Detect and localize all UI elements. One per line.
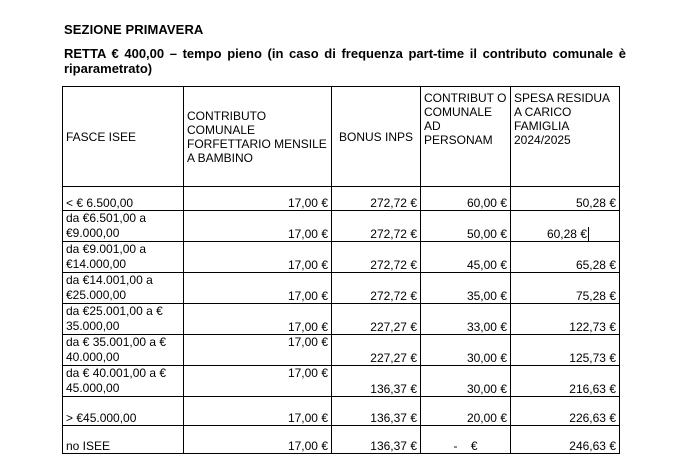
fascia-cell: da €25.001,00 a € 35.000,00: [63, 304, 184, 335]
bonus-cell: 272,72 €: [332, 187, 421, 211]
fascia-cell: da € 35.001,00 a € 40.000,00: [63, 335, 184, 366]
bonus-cell: 272,72 €: [332, 211, 421, 242]
personam-cell: 20,00 €: [421, 397, 511, 426]
bonus-cell: 227,27 €: [332, 335, 421, 366]
spesa-cell: 75,28 €: [511, 273, 620, 304]
header-bonus-inps: BONUS INPS: [332, 87, 421, 187]
fascia-cell: < € 6.500,00: [63, 187, 184, 211]
personam-cell: - €: [421, 426, 511, 454]
bonus-cell: 136,37 €: [332, 426, 421, 454]
forfettario-cell: 17,00 €: [184, 397, 332, 426]
personam-cell: 60,00 €: [421, 187, 511, 211]
header-spesa-residua: SPESA RESIDUA A CARICO FAMIGLIA 2024/2025: [511, 87, 620, 187]
table-row: [63, 242, 620, 273]
spesa-cell: 246,63 €: [511, 426, 620, 454]
section-title: SEZIONE PRIMAVERA: [64, 22, 204, 37]
forfettario-cell: 17,00 €: [184, 366, 332, 397]
table-row: [63, 304, 620, 335]
isee-fee-table: [62, 86, 620, 454]
spesa-cell[interactable]: [511, 211, 620, 242]
header-fasce-isee: FASCE ISEE: [63, 87, 184, 187]
table-row: [63, 335, 620, 366]
table-row: [63, 187, 620, 211]
personam-cell: 30,00 €: [421, 366, 511, 397]
forfettario-cell: 17,00 €: [184, 304, 332, 335]
spesa-cell: 125,73 €: [511, 335, 620, 366]
forfettario-cell: 17,00 €: [184, 242, 332, 273]
spesa-cell: 65,28 €: [511, 242, 620, 273]
personam-cell: 35,00 €: [421, 273, 511, 304]
fascia-cell: da € 40.001,00 a € 45.000,00: [63, 366, 184, 397]
table-row: [63, 397, 620, 426]
personam-cell: 30,00 €: [421, 335, 511, 366]
table-row: [63, 366, 620, 397]
forfettario-cell: 17,00 €: [184, 426, 332, 454]
spesa-cell: 226,63 €: [511, 397, 620, 426]
bonus-cell: 227,27 €: [332, 304, 421, 335]
forfettario-cell: 17,00 €: [184, 187, 332, 211]
fascia-cell: da €14.001,00 a €25.000,00: [63, 273, 184, 304]
text-cursor: [588, 227, 589, 241]
bonus-cell: 136,37 €: [332, 366, 421, 397]
forfettario-cell: 17,00 €: [184, 211, 332, 242]
spesa-cell: 216,63 €: [511, 366, 620, 397]
fascia-cell: da €9.001,00 a €14.000,00: [63, 242, 184, 273]
personam-cell: 33,00 €: [421, 304, 511, 335]
table-header-row: [63, 87, 620, 187]
table-row: [63, 273, 620, 304]
spesa-value: 60,28 €: [546, 227, 587, 241]
table-row: [63, 211, 620, 242]
forfettario-cell: 17,00 €: [184, 273, 332, 304]
fascia-cell: > €45.000,00: [63, 397, 184, 426]
fascia-cell: no ISEE: [63, 426, 184, 454]
spesa-cell: 50,28 €: [511, 187, 620, 211]
header-contributo-forfettario: CONTRIBUTO COMUNALE FORFETTARIO MENSILE A BAMBINO: [184, 87, 332, 187]
bonus-cell: 136,37 €: [332, 397, 421, 426]
header-contributo-personam: CONTRIBUT O COMUNALE AD PERSONAM: [421, 87, 511, 187]
personam-cell: 50,00 €: [421, 211, 511, 242]
spesa-cell: 122,73 €: [511, 304, 620, 335]
fascia-cell: da €6.501,00 a €9.000,00: [63, 211, 184, 242]
forfettario-cell: 17,00 €: [184, 335, 332, 366]
bonus-cell: 272,72 €: [332, 273, 421, 304]
fee-subtitle: RETTA € 400,00 – tempo pieno (in caso di frequenza part-time il contributo comunale è riparametrato): [64, 46, 626, 76]
bonus-cell: 272,72 €: [332, 242, 421, 273]
table-row: [63, 426, 620, 454]
personam-cell: 45,00 €: [421, 242, 511, 273]
